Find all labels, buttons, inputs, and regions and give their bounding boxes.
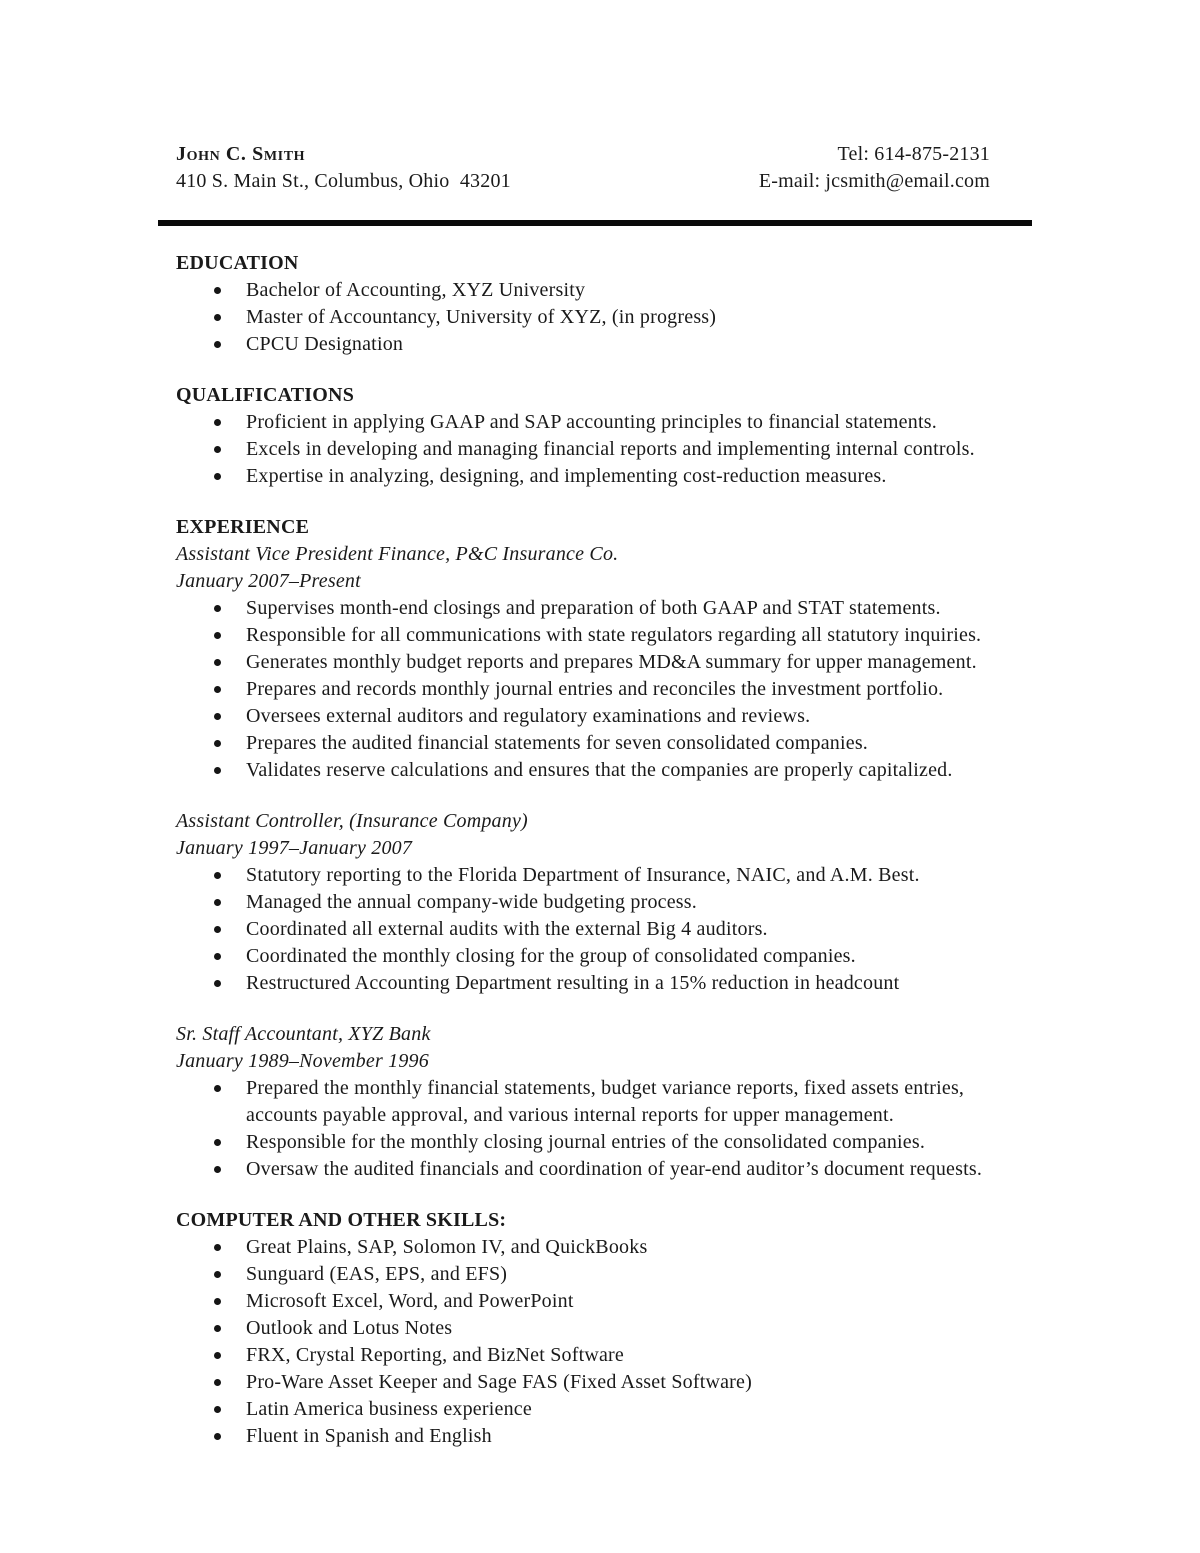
skill-item: FRX, Crystal Reporting, and BizNet Software <box>176 1342 1030 1369</box>
qualification-item: Excels in developing and managing financial reports and implementing internal controls. <box>176 436 1030 463</box>
job-duty-item: Managed the annual company-wide budgeting process. <box>176 889 1030 916</box>
qualification-item: Proficient in applying GAAP and SAP accounting principles to financial statements. <box>176 409 1030 436</box>
education-title: EDUCATION <box>176 252 299 274</box>
qualification-item: Expertise in analyzing, designing, and implementing cost-reduction measures. <box>176 463 1030 490</box>
street-address: 410 S. Main St., Columbus, Ohio 43201 <box>176 170 511 192</box>
resume-header <box>176 141 1030 195</box>
job-duty-item: Prepares and records monthly journal entries and reconciles the investment portfolio. <box>176 676 1030 703</box>
skills-title: COMPUTER AND OTHER SKILLS: <box>176 1209 507 1231</box>
job-duty-item: Statutory reporting to the Florida Department of Insurance, NAIC, and A.M. Best. <box>176 862 1030 889</box>
experience-title: EXPERIENCE <box>176 516 310 538</box>
skill-item: Microsoft Excel, Word, and PowerPoint <box>176 1288 1030 1315</box>
skill-item: Latin America business experience <box>176 1396 1030 1423</box>
header-divider-rule <box>158 220 1032 226</box>
section-qualifications <box>176 382 1030 490</box>
skill-item: Fluent in Spanish and English <box>176 1423 1030 1450</box>
contact-block-right <box>759 141 1030 195</box>
skill-item: Outlook and Lotus Notes <box>176 1315 1030 1342</box>
job-duty-list <box>176 862 1030 997</box>
education-item: Master of Accountancy, University of XYZ, (in progress) <box>176 304 1030 331</box>
job-duty-item: Validates reserve calculations and ensures that the companies are properly capitalized. <box>176 757 1030 784</box>
education-item: CPCU Designation <box>176 331 1030 358</box>
job-dates: January 1989–November 1996 <box>176 1050 429 1072</box>
job-duty-item: Oversees external auditors and regulatory examinations and reviews. <box>176 703 1030 730</box>
job-duty-item: Generates monthly budget reports and prepares MD&A summary for upper management. <box>176 649 1030 676</box>
skill-item: Sunguard (EAS, EPS, and EFS) <box>176 1261 1030 1288</box>
education-list <box>176 277 1030 358</box>
email-address: E-mail: jcsmith@email.com <box>758 170 990 192</box>
job-duty-item: Coordinated all external audits with the external Big 4 auditors. <box>176 916 1030 943</box>
job-duty-item: Oversaw the audited financials and coordination of year-end auditor’s document requests. <box>176 1156 1030 1183</box>
job-duty-item: Responsible for the monthly closing journal entries of the consolidated companies. <box>176 1129 1030 1156</box>
job-duty-list <box>176 1075 1030 1183</box>
job-duty-item: Prepares the audited financial statements for seven consolidated companies. <box>176 730 1030 757</box>
person-name: John C. Smith <box>176 143 306 165</box>
education-item: Bachelor of Accounting, XYZ University <box>176 277 1030 304</box>
job-duty-item: Restructured Accounting Department resulting in a 15% reduction in headcount <box>176 970 1030 997</box>
skills-list <box>176 1234 1030 1450</box>
skill-item: Great Plains, SAP, Solomon IV, and QuickBooks <box>176 1234 1030 1261</box>
job-title: Assistant Controller, (Insurance Company) <box>176 810 528 832</box>
job-title: Assistant Vice President Finance, P&C Insurance Co. <box>176 543 619 565</box>
job-dates: January 2007–Present <box>176 570 361 592</box>
job-duty-item: Prepared the monthly financial statements, budget variance reports, fixed assets entries, accounts payable approval, and various internal reports for upper management. <box>176 1075 1030 1129</box>
skill-item: Pro-Ware Asset Keeper and Sage FAS (Fixed Asset Software) <box>176 1369 1030 1396</box>
job-entry <box>176 1021 1030 1183</box>
job-duty-item: Responsible for all communications with state regulators regarding all statutory inquiries. <box>176 622 1030 649</box>
job-title: Sr. Staff Accountant, XYZ Bank <box>176 1023 431 1045</box>
section-experience <box>176 514 1030 1183</box>
job-entry <box>176 541 1030 784</box>
job-duty-item: Supervises month-end closings and preparation of both GAAP and STAT statements. <box>176 595 1030 622</box>
job-duty-list <box>176 595 1030 784</box>
section-skills <box>176 1207 1030 1450</box>
qualifications-list <box>176 409 1030 490</box>
contact-block-left <box>176 141 511 195</box>
job-dates: January 1997–January 2007 <box>176 837 413 859</box>
phone-number: Tel: 614-875-2131 <box>837 143 990 165</box>
section-education <box>176 250 1030 358</box>
qualifications-title: QUALIFICATIONS <box>176 384 355 406</box>
job-duty-item: Coordinated the monthly closing for the group of consolidated companies. <box>176 943 1030 970</box>
job-entry <box>176 808 1030 997</box>
